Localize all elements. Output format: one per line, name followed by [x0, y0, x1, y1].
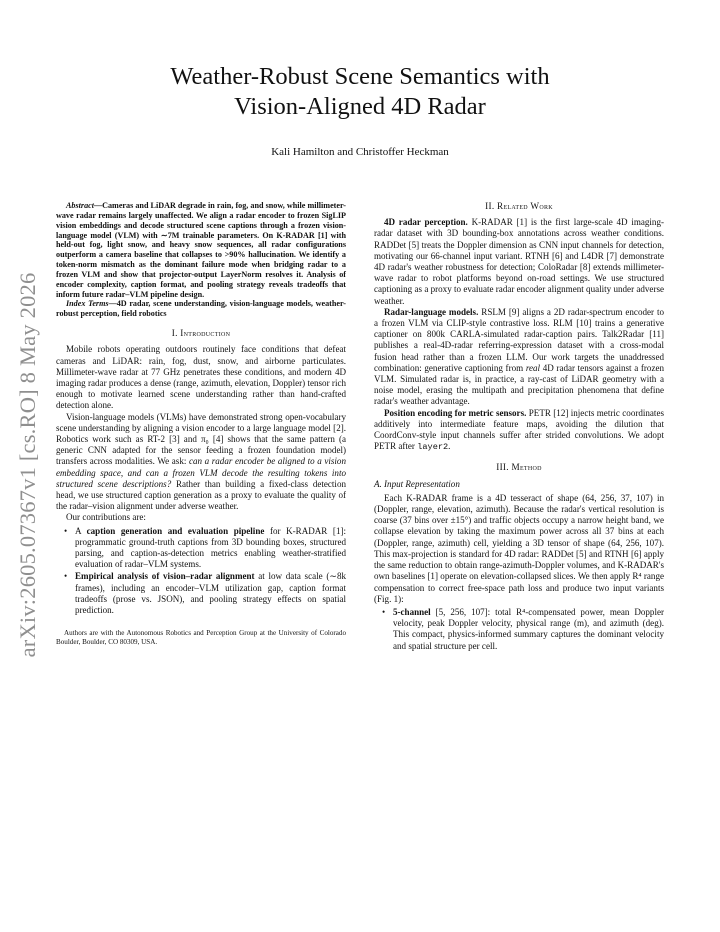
related-p1-text: K-RADAR [1] is the first large-scale 4D imaging-radar dataset with 3D bounding-box annotations across weather conditions. RADDet [5] treats the Doppler dimension as CNN input channels for detection, motivating our 66-channel input variant. RTNH [6] and L4DR [7] demonstrate 4D radar's weather robustness for detection; ColoRadar [8] extends millimeter-wave radar to robot platforms beyond on-road settings. We use structured captioning as a proxy to evaluate radar encoder alignment quality under adverse weather.	[374, 217, 664, 306]
paper-title	[60, 62, 660, 122]
index-terms-text: 4D radar, scene understanding, vision-language models, weather-robust perception, field robotics	[56, 299, 346, 319]
left-column	[56, 201, 346, 646]
intro-p2-question: can a radar encoder be aligned to a vision embedding space, and can a frozen VLM decode the resulting tokens into structured scene descriptions?	[56, 456, 346, 489]
subsection-heading-input-representation: A. Input Representation	[374, 478, 460, 489]
input-variants-list	[374, 607, 664, 652]
related-p2-text-a: RSLM [9] aligns a 2D radar-spectrum encoder to a frozen VLM via CLIP-style contrastive loss. RLM [10] trains a generative captioner on 800k CARLA-simulated radar-caption pairs. Talk2Radar [11] publishes a real-4D-radar referring-expression dataset with a cross-modal fusion head rather than a frozen LLM. Our work targets the unaddressed combination: generative captioning from	[374, 306, 665, 373]
title-line-1: Weather-Robust Scene Semantics with	[170, 63, 550, 90]
abstract-dash: —	[94, 201, 103, 210]
related-p2-emphasis: real	[525, 362, 541, 373]
related-paragraph-1	[374, 217, 664, 307]
abstract-label: Abstract	[66, 201, 94, 210]
list-item	[393, 607, 664, 652]
index-terms-label: Index Terms	[66, 299, 109, 309]
list-item	[75, 526, 346, 571]
contributions-list	[56, 526, 346, 617]
section-heading-related-work: II. Related Work	[485, 201, 553, 211]
intro-paragraph-3: Our contributions are:	[66, 512, 146, 523]
intro-p2-text-a: Vision-language models (VLMs) have demonstrated strong open-vocabulary scene understanding by aligning a vision encoder to a large language model [2]. Robotics work such as RT-2 [3] and π₀ [4] shows that the same pattern (a generic CNN adapted for the sensor feeding a frozen foundation model) transfers across modalities. We ask:	[56, 411, 346, 467]
method-paragraph-1: Each K-RADAR frame is a 4D tesseract of shape (64, 256, 37, 107) in (Doppler, range, elevation, azimuth). Because the radar's vertical resolution is coarse (37 bins over ±15°) and traffic objects occupy a narrow height band, we collapse elevation by taking the maximum power across all 37 bins at each (Doppler, range, azimuth) cell, yielding a 3D tensor of shape (64, 256, 107). This max-projection is standard for 4D radar: RADDet [5] and RTNH [6] apply the same reduction to obtain range-azimuth-Doppler volumes, and K-RADAR's own baselines [1] operate on elevation-collapsed slices. We then apply R⁴ range compensation to correct free-space path loss and produce two input variants (Fig. 1):	[374, 492, 664, 604]
arxiv-identifier	[8, 250, 48, 680]
section-heading-method: III. Method	[496, 462, 542, 473]
related-p3-lead: Position encoding for metric sensors.	[384, 407, 527, 418]
index-terms	[56, 299, 346, 319]
related-p1-lead: 4D radar perception.	[384, 217, 468, 228]
list-item	[75, 571, 346, 616]
variant-1-text: [5, 256, 107]: total R⁴-compensated power, mean Doppler velocity, peak Doppler velocity, physical range (m), and azimuth (deg). This compact, physics-informed summary captures the dominant velocity and spatial structure per cell.	[393, 606, 664, 651]
abstract-text: Cameras and LiDAR degrade in rain, fog, and snow, while millimeter-wave radar remains largely unaffected. We align a radar encoder to frozen SigLIP vision embeddings and decode structured scene captions through a frozen vision-language model (VLM) with ∼7M trainable parameters. On K-RADAR [1] with held-out fog, light snow, and heavy snow sequences, all radar configurations outperform a camera baseline that collapses to >90% hallucination. We identify a token-norm mismatch as the dominant failure mode when bridging radar to a frozen VLM and show that projector-output LayerNorm resolves it. Analysis of encoder complexity, caption format, and pooling strategy reveals tradeoffs that inform future radar–VLM pipeline design.	[56, 201, 346, 299]
title-line-2: Vision-Aligned 4D Radar	[234, 93, 486, 120]
related-p2-text-b: 4D radar tensors against a frozen VLM. Simulated radar is, in practice, a ray-cast of LiDAR geometry with a noise model, erasing the multipath and precipitation phenomena that define radar's weather advantage.	[374, 362, 664, 407]
intro-paragraph-2	[56, 412, 346, 513]
arxiv-id-text: arXiv:2605.07367v1 [cs.RO] 8 May 2026	[15, 272, 40, 658]
related-p3-text-b: .	[448, 441, 451, 452]
related-p2-lead: Radar-language models.	[384, 306, 479, 317]
related-p3-code: layer2	[417, 442, 449, 453]
contribution-2-text: at low data scale (∼8k frames), including an encoder–VLM utilization gap, caption format tradeoffs (prose vs. JSON), and pooling strategy effects on spatial prediction.	[75, 571, 346, 615]
section-heading-introduction: I. Introduction	[171, 328, 231, 339]
contribution-1-text: for K-RADAR [1]: programmatic ground-truth captions from 3D bounding boxes, structured parsing, and caption-as-detection metrics enabling weather-stratified evaluation of radar–VLM systems.	[75, 525, 346, 570]
contribution-1-bold: caption generation and evaluation pipeline	[86, 525, 265, 536]
contribution-2-bold: Empirical analysis of vision–radar alignment	[75, 571, 255, 582]
variant-1-bold: 5-channel	[393, 606, 431, 617]
related-p3-text-a: PETR [12] injects metric coordinates additively into intermediate feature maps, avoiding the dilution that CoordConv-style input channels suffer after strided convolutions. We adopt PETR after	[374, 407, 664, 452]
author-footnote: Authors are with the Autonomous Robotics and Perception Group at the University of Colorado Boulder, Boulder, CO 80309, USA.	[56, 629, 346, 646]
intro-p2-text-b: Rather than building a fixed-class detection head, we use structured caption generation as a proxy to evaluate the quality of the radar–vision alignment under adverse weather.	[56, 478, 346, 512]
related-paragraph-2	[374, 307, 664, 408]
right-column	[374, 201, 664, 653]
index-terms-dash: —	[108, 299, 117, 309]
paper-authors: Kali Hamilton and Christoffer Heckman	[271, 146, 449, 158]
related-paragraph-3	[374, 408, 664, 454]
contribution-1-pre: A	[75, 525, 87, 536]
intro-paragraph-1: Mobile robots operating outdoors routinely face conditions that defeat cameras and LiDAR: rain, fog, dust, snow, and airborne particulates. Millimeter-wave radar at 77 GHz penetrates these conditions, and modern 4D imaging radar produces a dense (range, azimuth, elevation, Doppler) tensor rich enough to motivate learned scene understanding rather than hand-crafted detection alone.	[56, 344, 346, 411]
abstract	[56, 201, 346, 299]
